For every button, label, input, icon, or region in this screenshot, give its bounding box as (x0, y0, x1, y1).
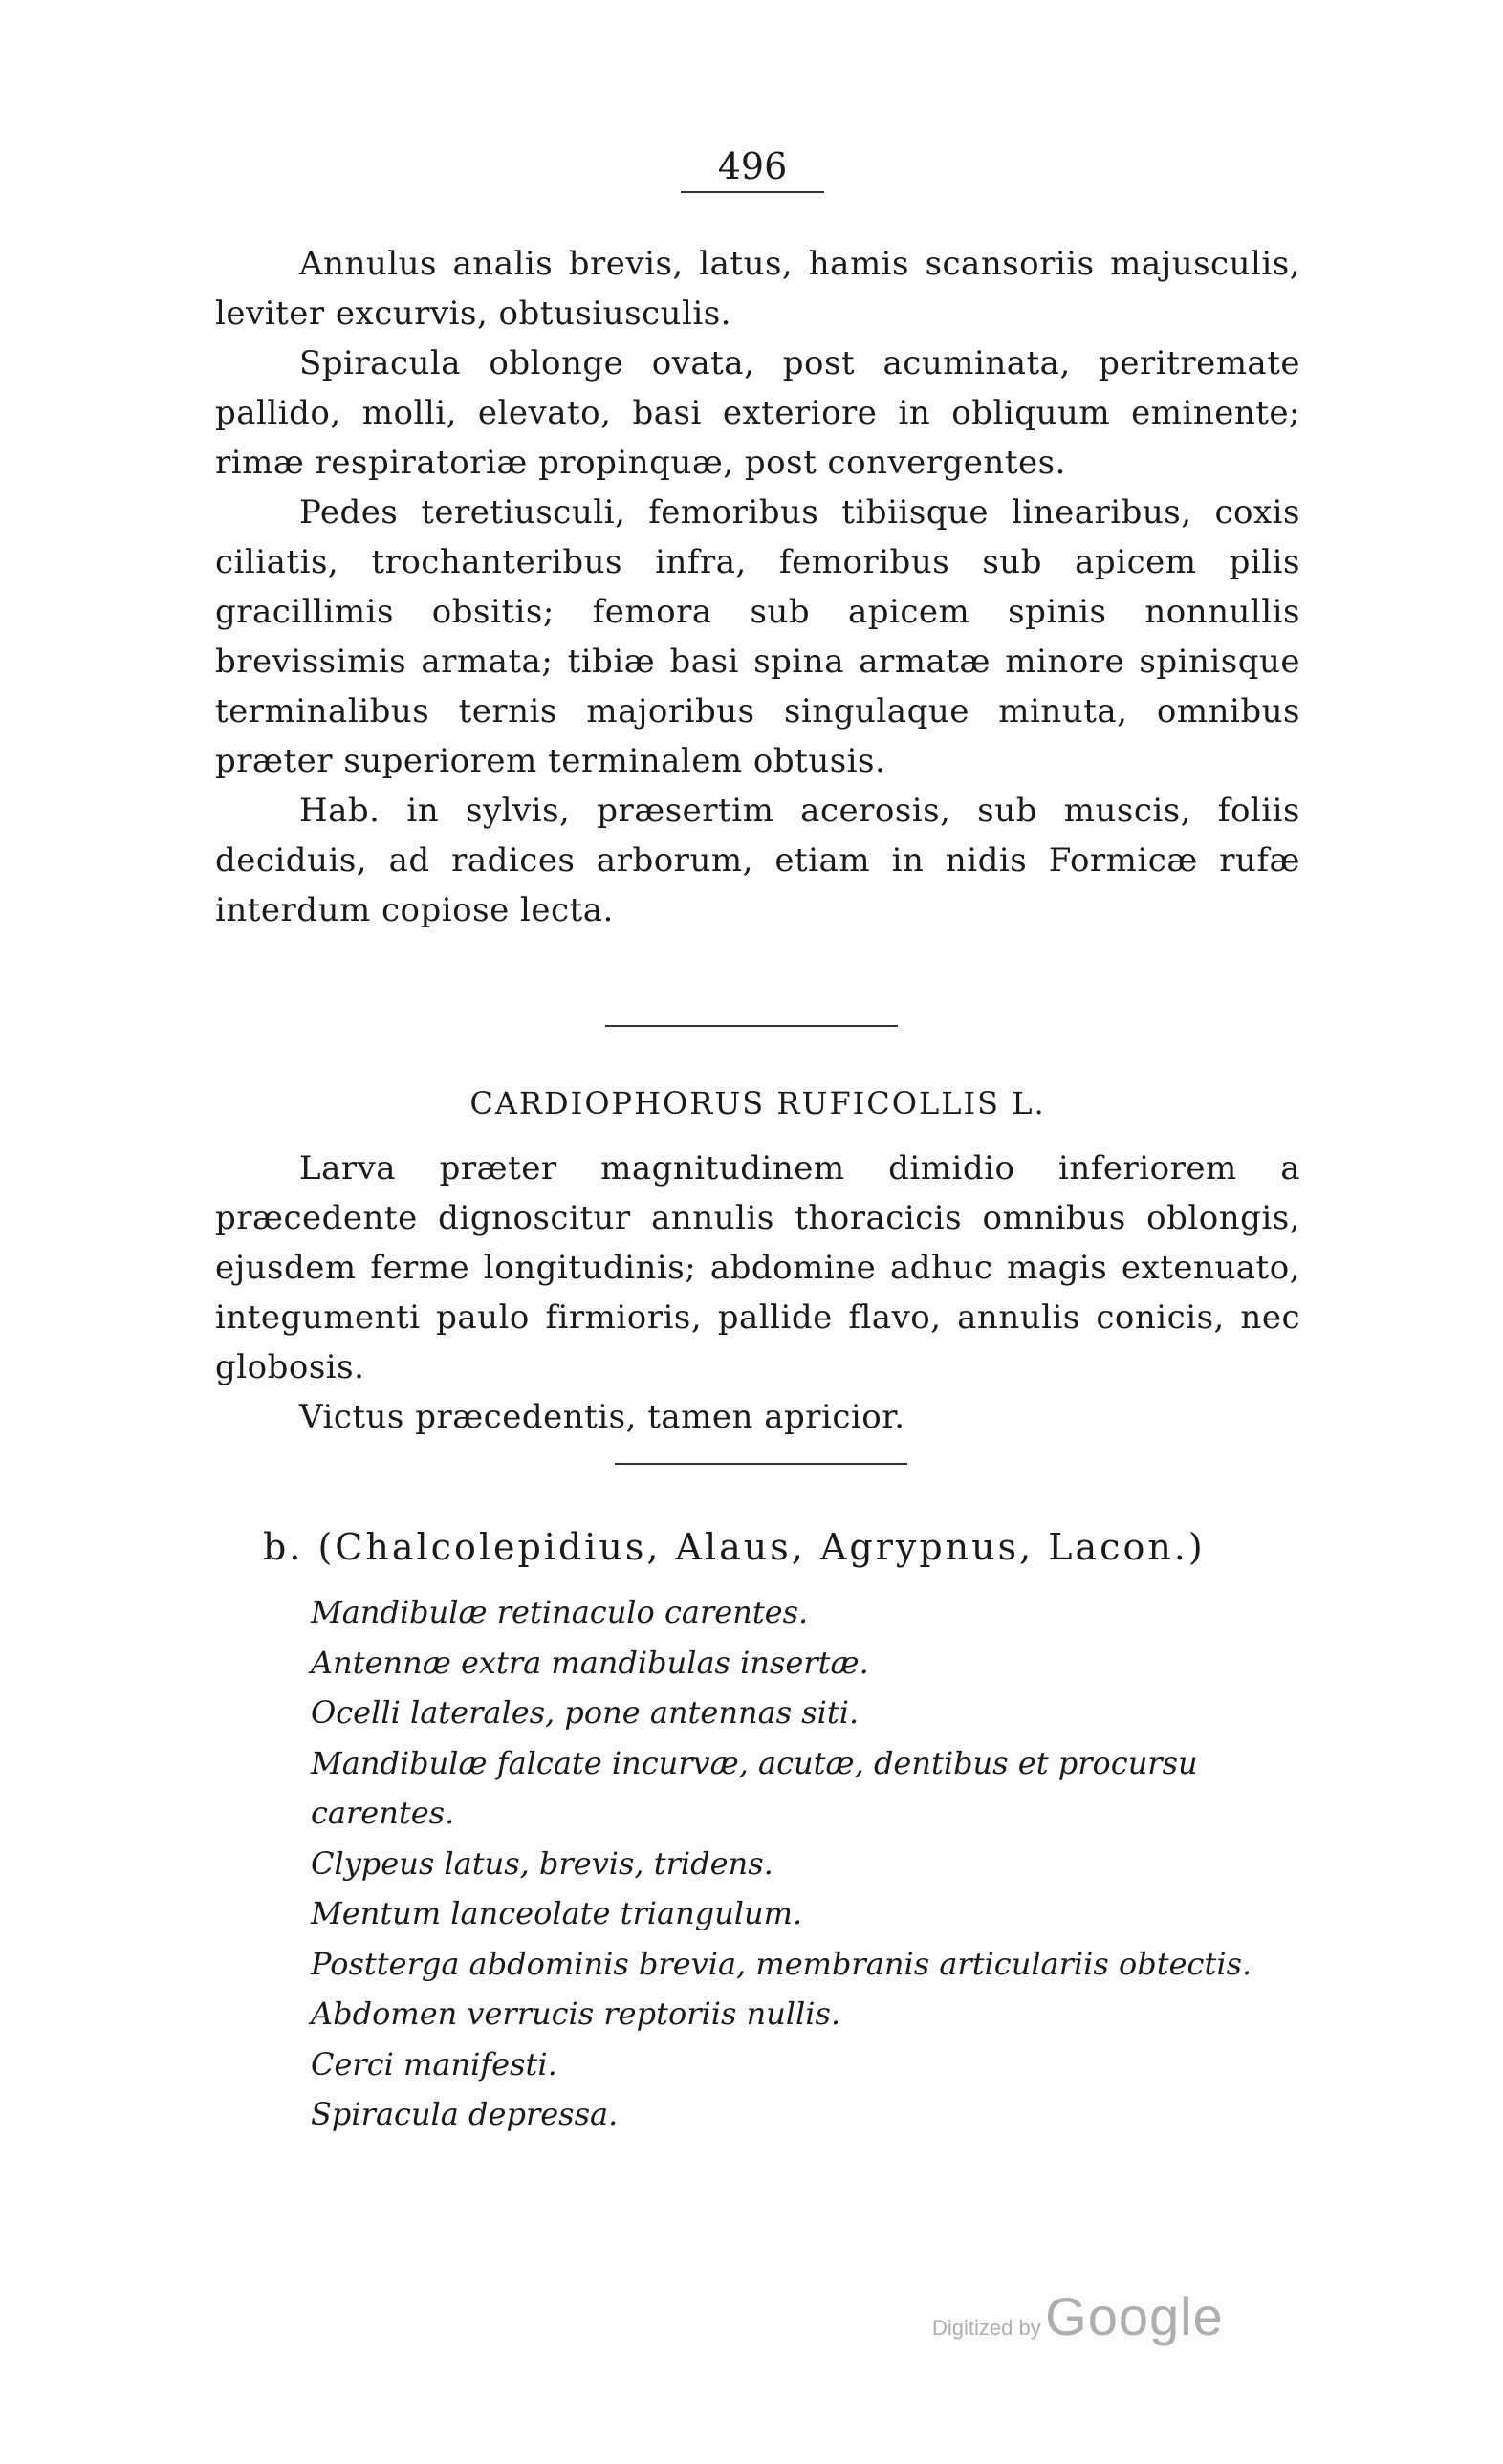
digitized-prefix: Digitized by (932, 2316, 1041, 2340)
group-heading: b. (Chalcolepidius, Alaus, Agrypnus, Lacon.) (263, 1526, 1206, 1568)
character-line: Cerci manifesti. (311, 2045, 557, 2082)
paragraph-annulus: Annulus analis brevis, latus, hamis scansoriis majusculis, leviter excurvis, obtusiusculis. (215, 245, 1300, 333)
character-line: Antennæ extra mandibulas insertæ. (311, 1644, 869, 1681)
character-line: Abdomen verrucis reptoriis nullis. (311, 1995, 841, 2032)
paragraph-pedes: Pedes teretiusculi, femoribus tibiisque linearibus, coxis ciliatis, trochanteribus infra, femoribus sub apicem pilis gracillimis obsitis; femora sub apicem spinis nonnullis brevissimis armata; tibiæ basi spina armatæ minore spinisque terminalibus ternis majoribus singulaque minuta, omnibus præter superiorem terminalem obtusis. (215, 493, 1300, 780)
paragraph-habitat: Hab. in sylvis, præsertim acerosis, sub muscis, foliis deciduis, ad radices arborum, etiam in nidis Formicæ rufæ interdum copiose lecta. (215, 792, 1300, 929)
section-divider (615, 1463, 907, 1465)
digitized-watermark (932, 2285, 1224, 2347)
character-line: Mandibulæ falcate incurvæ, acutæ, dentibus et procursu carentes. (311, 1744, 1198, 1831)
character-line: Ocelli laterales, pone antennas siti. (311, 1694, 860, 1731)
paragraph-spiracula: Spiracula oblonge ovata, post acuminata, peritremate pallido, molli, elevato, basi exteriore in obliquum eminente; rimæ respiratoriæ propinquæ, post convergentes. (215, 344, 1300, 482)
character-line: Mandibulæ retinaculo carentes. (311, 1594, 809, 1630)
species-description (215, 1144, 1300, 1442)
page-number: 496 (681, 142, 824, 193)
section-divider (605, 1025, 898, 1027)
character-list (215, 1587, 1300, 2140)
character-line: Mentum lanceolate triangulum. (311, 1895, 803, 1931)
paragraph-victus: Victus præcedentis, tamen apricior. (299, 1398, 905, 1436)
paragraph-larva: Larva præter magnitudinem dimidio inferiorem a præcedente dignoscitur annulis thoracicis omnibus oblongis, ejusdem ferme longitudinis; abdomine adhuc magis extenuato, integumenti paulo firmioris, pallide flavo, annulis conicis, nec globosis. (215, 1149, 1300, 1386)
character-line: Postterga abdominis brevia, membranis articulariis obtectis. (311, 1945, 1252, 1982)
species-heading: CARDIOPHORUS RUFICOLLIS L. (469, 1085, 1046, 1122)
character-line: Clypeus latus, brevis, tridens. (311, 1844, 773, 1882)
larva-description (215, 239, 1300, 935)
character-line: Spiracula depressa. (311, 2096, 619, 2132)
google-logo: Google (1045, 2286, 1224, 2346)
